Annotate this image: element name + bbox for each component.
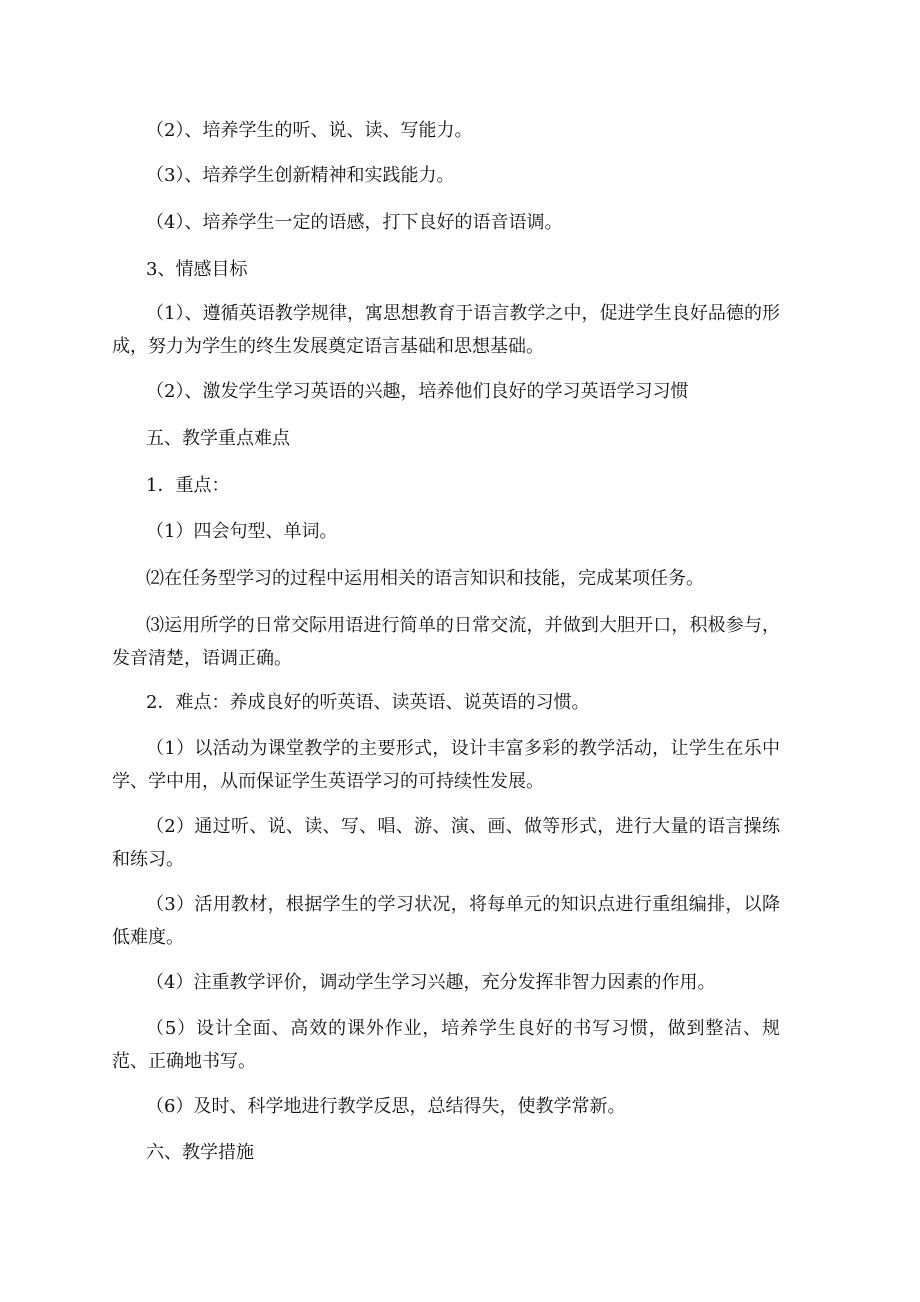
- paragraph-emotional-2: （2）、激发学生学习英语的兴趣，培养他们良好的学习英语学习习惯: [146, 381, 689, 402]
- heading-key-difficult-points: 五、教学重点难点: [146, 428, 290, 449]
- paragraph-difficult-4: （4）注重教学评价，调动学生学习兴趣，充分发挥非智力因素的作用。: [146, 972, 716, 993]
- paragraph-goal-skills-2: （2）、培养学生的听、说、读、写能力。: [146, 120, 473, 141]
- paragraph-difficult-5: （5）设计全面、高效的课外作业，培养学生良好的书写习惯，做到整洁、规范、正确地书写。: [112, 1018, 780, 1072]
- paragraph-key-1: （1）四会句型、单词。: [146, 521, 338, 542]
- paragraph-goal-skills-3: （3）、培养学生创新精神和实践能力。: [146, 165, 455, 186]
- paragraph-key-2: ⑵在任务型学习的过程中运用相关的语言知识和技能，完成某项任务。: [146, 568, 704, 589]
- paragraph-key-3: ⑶运用所学的日常交际用语进行简单的日常交流，并做到大胆开口，积极参与，发音清楚，语调正确。: [112, 615, 780, 669]
- heading-difficult-points: 2．难点：养成良好的听英语、读英语、说英语的习惯。: [146, 692, 590, 713]
- heading-teaching-measures: 六、教学措施: [146, 1142, 254, 1163]
- paragraph-emotional-1: （1）、遵循英语教学规律，寓思想教育于语言教学之中，促进学生良好品德的形成，努力为学生的终生发展奠定语言基础和思想基础。: [112, 303, 780, 357]
- paragraph-difficult-2: （2）通过听、说、读、写、唱、游、演、画、做等形式，进行大量的语言操练和练习。: [112, 816, 780, 870]
- paragraph-difficult-1: （1）以活动为课堂教学的主要形式，设计丰富多彩的教学活动，让学生在乐中学、学中用，从而保证学生英语学习的可持续性发展。: [112, 738, 780, 792]
- heading-emotional-goals: 3、情感目标: [146, 259, 248, 280]
- paragraph-goal-skills-4: （4）、培养学生一定的语感，打下良好的语音语调。: [146, 212, 563, 233]
- paragraph-difficult-6: （6）及时、科学地进行教学反思，总结得失，使教学常新。: [146, 1096, 626, 1117]
- heading-key-points: 1．重点：: [146, 475, 230, 496]
- paragraph-difficult-3: （3）活用教材，根据学生的学习状况，将每单元的知识点进行重组编排，以降低难度。: [112, 894, 780, 948]
